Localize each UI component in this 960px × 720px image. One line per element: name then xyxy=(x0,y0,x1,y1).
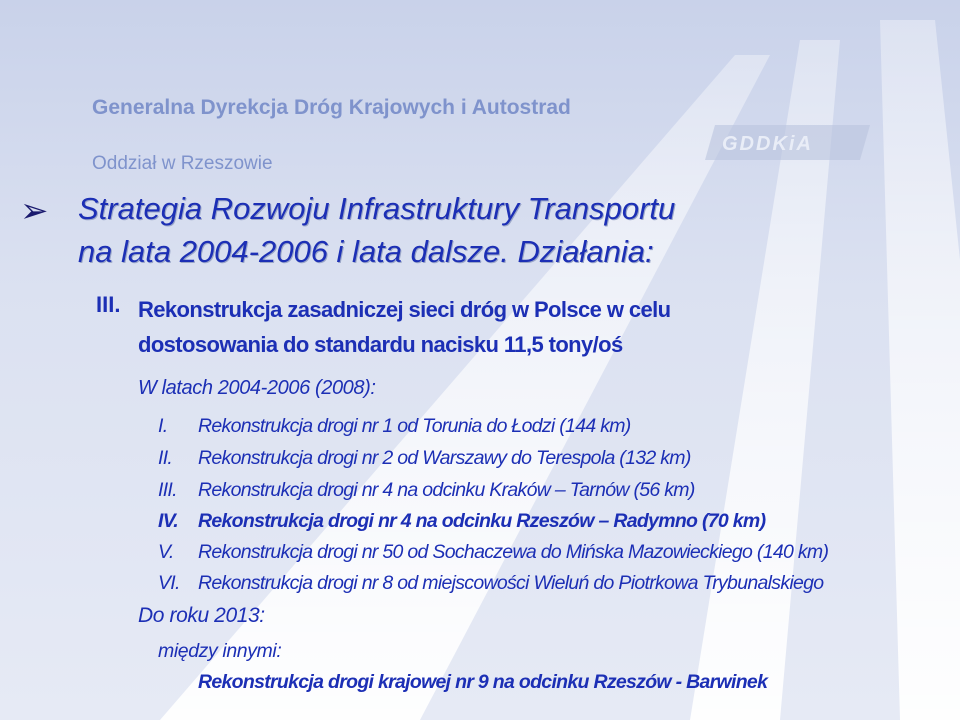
final-item: Rekonstrukcja drogi krajowej nr 9 na odcinku Rzeszów - Barwinek xyxy=(198,671,768,693)
road-right-lane xyxy=(880,20,960,720)
list-item xyxy=(158,572,823,595)
list-item xyxy=(158,415,631,438)
list-item-number: IV. xyxy=(158,510,178,532)
section-number: III. xyxy=(96,292,121,317)
gddkia-logo: GDDKiA xyxy=(722,133,813,155)
list-item-text: Rekonstrukcja drogi nr 4 na odcinku Kraków – Tarnów (56 km) xyxy=(198,479,695,501)
list-item-text: Rekonstrukcja drogi nr 8 od miejscowości Wieluń do Piotrkowa Trybunalskiego xyxy=(198,572,824,594)
goal-heading: Do roku 2013: xyxy=(138,604,265,627)
period-heading: W latach 2004-2006 (2008): xyxy=(138,377,376,399)
list-item-text: Rekonstrukcja drogi nr 1 od Torunia do Łodzi (144 km) xyxy=(198,415,631,437)
list-item-text: Rekonstrukcja drogi nr 2 od Warszawy do Terespola (132 km) xyxy=(198,447,691,469)
list-item xyxy=(158,447,691,470)
list-item-number: III. xyxy=(158,479,177,501)
among-others-label: między innymi: xyxy=(158,640,282,662)
branch-name: Oddział w Rzeszowie xyxy=(92,153,273,174)
list-item-text: Rekonstrukcja drogi nr 4 na odcinku Rzeszów – Radymno (70 km) xyxy=(198,510,766,532)
slide-title-line-2: na lata 2004-2006 i lata dalsze. Działania: xyxy=(78,234,654,269)
list-item-number: I. xyxy=(158,415,168,437)
slide-title-line-1: Strategia Rozwoju Infrastruktury Transportu xyxy=(78,191,676,226)
list-item-number: V. xyxy=(158,541,174,563)
organization-name: Generalna Dyrekcja Dróg Krajowych i Autostrad xyxy=(92,96,571,119)
section-text: Rekonstrukcja zasadniczej sieci dróg w Polsce w celu dostosowania do standardu nacisku 11,5 tony/oś xyxy=(138,297,671,357)
list-item-text: Rekonstrukcja drogi nr 50 od Sochaczewa do Mińska Mazowieckiego (140 km) xyxy=(198,541,829,563)
list-item xyxy=(158,541,828,564)
arrow-bullet-icon: ➢ xyxy=(20,192,49,230)
list-item-highlighted xyxy=(158,510,765,533)
list-item-number: VI. xyxy=(158,572,180,594)
list-item-number: II. xyxy=(158,447,173,469)
list-item xyxy=(158,479,695,502)
